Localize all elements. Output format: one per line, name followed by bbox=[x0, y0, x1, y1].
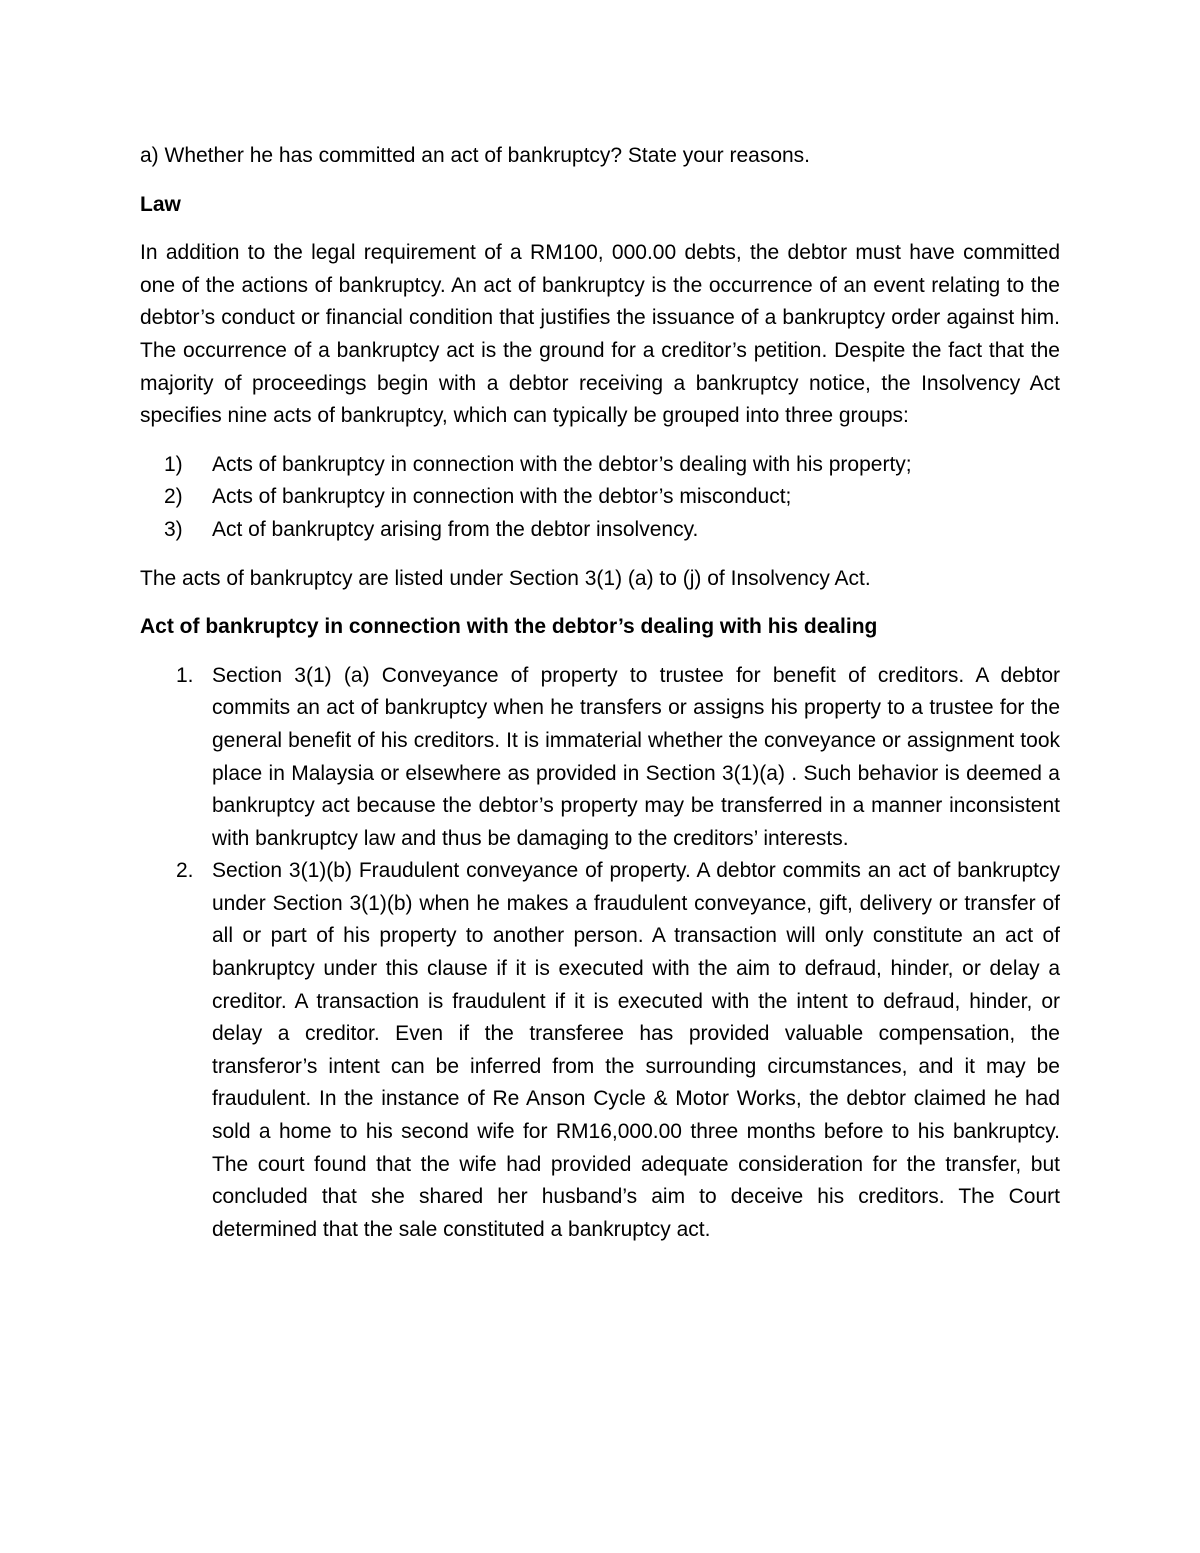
intro-paragraph: In addition to the legal requirement of a RM100, 000.00 debts, the debtor must have committed one of the actions of bankruptcy. An act of bankruptcy is the occurrence of an event relating to the debtor’s conduct or financial condition that justifies the issuance of a bankruptcy order against him. The occurrence of a bankruptcy act is the ground for a creditor’s petition. Despite the fact that the majority of proceedings begin with a debtor receiving a bankruptcy notice, the Insolvency Act specifies nine acts of bankruptcy, which can typically be grouped into three groups: bbox=[140, 241, 1060, 428]
list-item bbox=[140, 514, 1060, 547]
acts-list bbox=[140, 660, 1060, 1247]
list-item-number: 1. bbox=[176, 663, 194, 687]
list-item-text: Acts of bankruptcy in connection with the debtor’s dealing with his property; bbox=[212, 452, 912, 476]
question-line: a) Whether he has committed an act of bankruptcy? State your reasons. bbox=[140, 144, 811, 167]
list-item bbox=[140, 449, 1060, 482]
list-item-text: Section 3(1)(b) Fraudulent conveyance of property. A debtor commits an act of bankruptcy under Section 3(1)(b) when he makes a fraudulent conveyance, gift, delivery or transfer of all or part of his property to another person. A transaction will only constitute an act of bankruptcy under this clause if it is executed with the aim to defraud, hinder, or delay a creditor. A transaction is fraudulent if it is executed with the intent to defraud, hinder, or delay a creditor. Even if the transferee has provided valuable compensation, the transferor’s intent can be inferred from the surrounding circumstances, and it may be fraudulent. In the instance of Re Anson Cycle & Motor Works, the debtor claimed he had sold a home to his second wife for RM16,000.00 three months before to his bankruptcy. The court found that the wife had provided adequate consideration for the transfer, but concluded that she shared her husband’s aim to deceive his creditors. The Court determined that the sale constituted a bankruptcy act. bbox=[212, 859, 1060, 1241]
law-heading: Law bbox=[140, 192, 181, 216]
list-item-number: 2) bbox=[164, 485, 183, 509]
list-item-text: Act of bankruptcy arising from the debtor insolvency. bbox=[212, 517, 699, 541]
list-item-number: 1) bbox=[164, 452, 183, 476]
bankruptcy-groups-list bbox=[140, 449, 1060, 547]
list-item-number: 2. bbox=[176, 859, 194, 883]
document-page bbox=[140, 140, 1060, 1246]
list-item bbox=[140, 855, 1060, 1246]
list-item-text: Acts of bankruptcy in connection with the debtor’s misconduct; bbox=[212, 485, 792, 509]
list-item bbox=[140, 660, 1060, 856]
list-item-text: Section 3(1) (a) Conveyance of property to trustee for benefit of creditors. A debtor commits an act of bankruptcy when he transfers or assigns his property to a trustee for the general benefit of his creditors. It is immaterial whether the conveyance or assignment took place in Malaysia or elsewhere as provided in Section 3(1)(a) . Such behavior is deemed a bankruptcy act because the debtor’s property may be transferred in a manner inconsistent with bankruptcy law and thus be damaging to the creditors’ interests. bbox=[212, 663, 1060, 850]
list-item bbox=[140, 481, 1060, 514]
section-heading: Act of bankruptcy in connection with the debtor’s dealing with his dealing bbox=[140, 615, 878, 639]
listing-sentence: The acts of bankruptcy are listed under Section 3(1) (a) to (j) of Insolvency Act. bbox=[140, 566, 871, 590]
list-item-number: 3) bbox=[164, 517, 183, 541]
